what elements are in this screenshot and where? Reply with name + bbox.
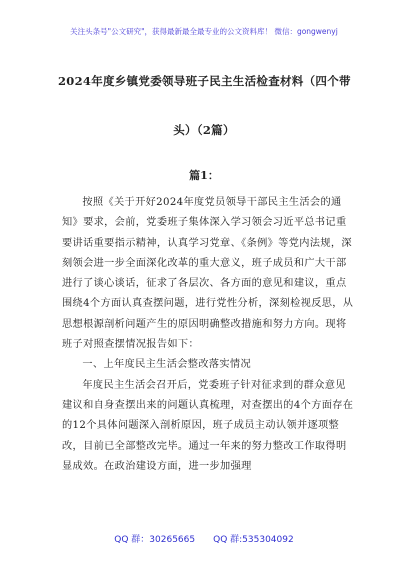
promo-header: 关注头条号"公文研究"，获得最新最全最专业的公文资料库！ 微信：gongwenyj <box>70 27 338 36</box>
paragraph-subheading: 一、上年度民主生活会整改落实情况 <box>82 359 251 371</box>
document-title-line-1: 2024年度乡镇党委领导班子民主生活检查材料（四个带 <box>58 74 351 88</box>
document-title-line-2: 头）（2篇） <box>173 123 235 137</box>
footer-contact <box>0 532 408 545</box>
document-body <box>62 193 356 477</box>
qq-group-2: QQ 群:535304092 <box>213 535 294 545</box>
paragraph-intro: 按照《关于开好2024年度党员领导干部民主生活会的通知》要求，会前，党委班子集体深入学习领会习近平总书记重要讲话重要指示精神，认真学习党章、《条例》等党内法规，深刻领会进一步全面深化改革的重大意义，班子成员和广大干部进行了谈心谈话，征求了各层次、各方面的意见和建议，重点围绕4个方面认真查摆问题，进行党性分析，深刻检视反思，从思想根源剖析问题产生的原因明确整改措施和努力方向。现将班子对照查摆情况报告如下： <box>62 197 354 351</box>
section-heading: 篇1： <box>189 169 219 182</box>
paragraph-rectification: 年度民主生活会召开后，党委班子针对征求到的群众意见建议和自身查摆出来的问题认真梳理，对查摆出的4个方面存在的12个具体问题深入剖析原因，班子成员主动认领并逐项整改，目前已全部整改完毕。通过一年来的努力整改工作取得明显成效。在政治建设方面，进一步加强理 <box>62 379 354 472</box>
qq-group-1: QQ 群：30265665 <box>114 535 196 545</box>
